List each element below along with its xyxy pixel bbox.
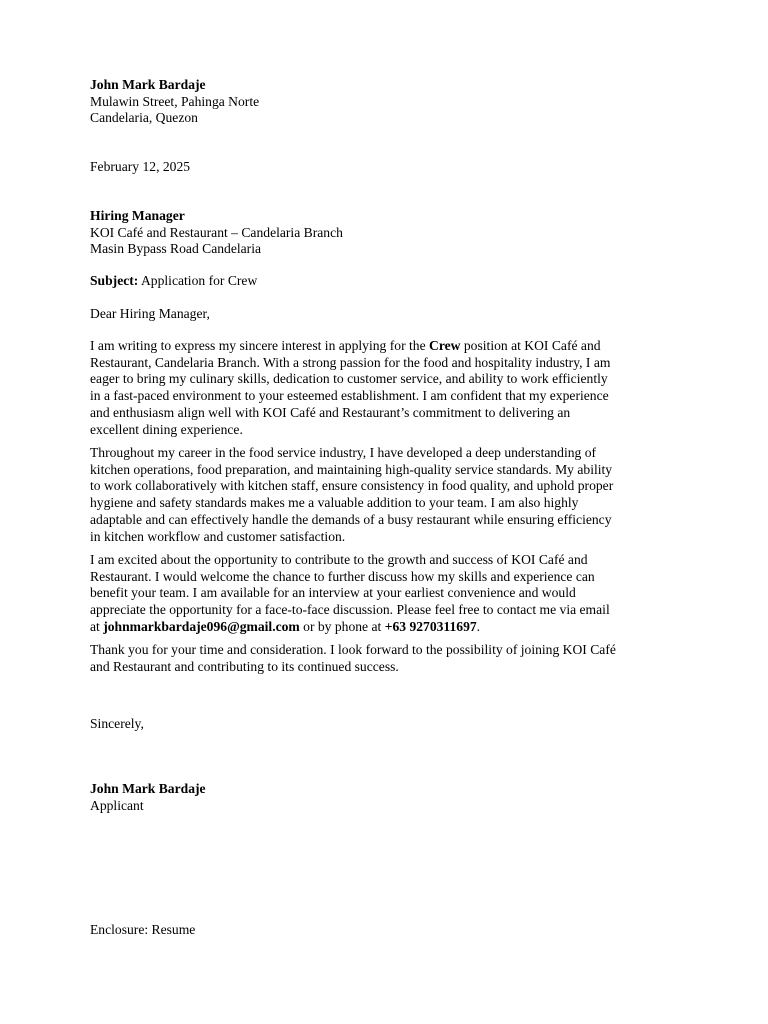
body-paragraph-3 [90, 552, 690, 636]
contact-phone[interactable]: +63 9270311697 [384, 618, 477, 634]
sender-name: John Mark Bardaje [90, 77, 206, 92]
enclosure-block [90, 922, 690, 939]
p3-line5-pre: at [90, 618, 104, 634]
letter-date: February 12, 2025 [90, 159, 191, 174]
p3-line2: Restaurant. I would welcome the chance to further discuss how my skills and experience can [90, 568, 595, 584]
p2-line6: in kitchen workflow and customer satisfaction. [90, 528, 346, 544]
p1-line6: excellent dining experience. [90, 421, 243, 437]
sender-block [90, 77, 690, 127]
p1-line1-post: position at KOI Café and [460, 338, 601, 353]
closing-block [90, 716, 690, 733]
contact-email[interactable]: johnmarkbardaje096@gmail.com [103, 618, 300, 634]
p4-line2: and Restaurant and contributing to its continued success. [90, 658, 399, 674]
closing-text: Sincerely, [90, 716, 144, 731]
signature-name: John Mark Bardaje [90, 781, 206, 796]
body-paragraph-1 [90, 338, 690, 438]
recipient-title: Hiring Manager [90, 208, 185, 223]
p1-line5: and enthusiasm align well with KOI Café and Restaurant’s commitment to delivering an [90, 404, 571, 420]
p1-position-name: Crew [429, 338, 461, 353]
subject-text: Application for Crew [138, 273, 258, 288]
subject-line [90, 273, 690, 290]
p3-line3: benefit your team. I am available for an interview at your earliest convenience and would [90, 585, 576, 601]
p1-line4: in a fast-paced environment to your esteemed establishment. I am confident that my experience [90, 388, 609, 404]
p3-line5-post: . [476, 618, 481, 634]
recipient-block [90, 208, 690, 258]
p3-line1: I am excited about the opportunity to contribute to the growth and success of KOI Café and [90, 552, 588, 567]
p2-line3: to work collaboratively with kitchen staff, ensure consistency in food quality, and uphold proper [90, 478, 614, 494]
p2-line4: hygiene and safety standards makes me a valuable addition to your team. I am also highly [90, 495, 579, 511]
sender-city: Candelaria, Quezon [90, 110, 198, 126]
enclosure-text: Enclosure: Resume [90, 922, 196, 937]
salutation [90, 306, 690, 323]
sender-street: Mulawin Street, Pahinga Norte [90, 93, 260, 109]
p4-line1: Thank you for your time and consideration. I look forward to the possibility of joining KOI Café [90, 642, 616, 657]
p1-line2: Restaurant, Candelaria Branch. With a strong passion for the food and hospitality industry, I am [90, 354, 611, 370]
p2-line2: kitchen operations, food preparation, and maintaining high-quality service standards. My ability [90, 461, 613, 477]
signature-role: Applicant [90, 797, 144, 813]
p2-line5: adaptable and can effectively handle the demands of a busy restaurant while ensuring efficiency [90, 511, 612, 527]
signature-block [90, 781, 690, 814]
body-paragraph-2 [90, 445, 690, 545]
date-block [90, 159, 690, 176]
p3-line4: appreciate the opportunity for a face-to-face discussion. Please feel free to contact me via email [90, 602, 610, 618]
recipient-company: KOI Café and Restaurant – Candelaria Branch [90, 224, 343, 240]
p1-line1-pre: I am writing to express my sincere interest in applying for the [90, 338, 430, 353]
p2-line1: Throughout my career in the food service industry, I have developed a deep understanding of [90, 445, 597, 460]
salutation-text: Dear Hiring Manager, [90, 306, 210, 321]
body-paragraph-4 [90, 642, 690, 675]
p1-line3: eager to bring my culinary skills, dedication to customer service, and ability to work efficiently [90, 371, 608, 387]
subject-label: Subject: [90, 273, 139, 288]
recipient-address: Masin Bypass Road Candelaria [90, 241, 262, 257]
p3-line5-mid: or by phone at [299, 618, 385, 634]
